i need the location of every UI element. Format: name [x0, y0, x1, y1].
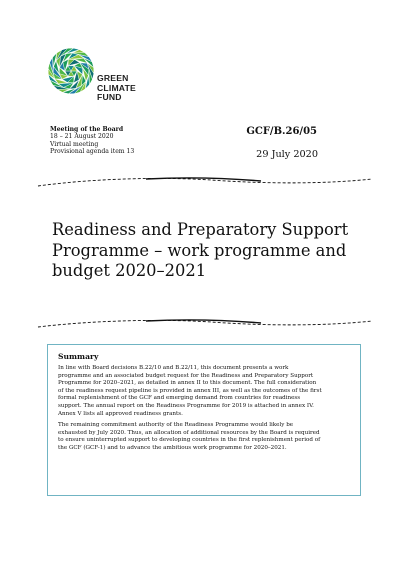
summary-paragraph-2	[58, 422, 350, 452]
summary-line: of the readiness request pipeline is provided in annex III, as well as the outcomes of the first	[58, 387, 322, 394]
globe-icon	[46, 46, 96, 96]
summary-line: exhausted by July 2020. Thus, an allocation of additional resources by the Board is required	[58, 429, 320, 436]
summary-line: Programme for 2020–2021, as detailed in annex II to this document. The full consideration	[58, 380, 317, 387]
decorative-wave-divider-bottom	[36, 317, 374, 331]
summary-heading: Summary	[58, 352, 99, 361]
logo-line-fund: FUND	[97, 92, 122, 103]
agenda-item: Provisional agenda item 13	[50, 148, 135, 156]
logo-line-green: GREEN	[97, 73, 129, 83]
meeting-name: Meeting of the Board	[50, 126, 124, 133]
summary-line: formal replenishment of the GCF and emerging demand from countries for readiness	[58, 395, 301, 402]
summary-line: The remaining commitment authority of the Readiness Programme would likely be	[58, 422, 294, 429]
summary-paragraph-1	[58, 365, 350, 418]
gcf-logo	[46, 46, 166, 118]
logo-line-climate: CLIMATE	[97, 82, 136, 93]
document-title	[52, 220, 372, 282]
summary-line: programme and an associated budget request for the Readiness and Preparatory Support	[58, 372, 314, 379]
title-line-3: budget 2020–2021	[52, 261, 207, 280]
summary-box	[47, 344, 361, 496]
decorative-wave-divider-top	[36, 175, 374, 189]
logo-wordmark	[97, 74, 136, 103]
document-date: 29 July 2020	[256, 149, 318, 160]
title-line-2: Programme – work programme and	[52, 240, 347, 260]
title-line-1: Readiness and Preparatory Support	[52, 220, 349, 239]
summary-line: In line with Board decisions B.22/10 and B.22/11, this document presents a work	[58, 365, 289, 371]
meeting-dates: 18 – 21 August 2020	[50, 133, 114, 141]
meeting-venue: Virtual meeting	[50, 140, 99, 148]
summary-line: Annex V lists all approved readiness grants.	[58, 410, 183, 417]
meeting-meta	[50, 126, 134, 156]
document-number: GCF/B.26/05	[246, 126, 317, 137]
summary-line: the GCF (GCF-1) and to advance the ambitious work programme for 2020–2021.	[58, 444, 287, 451]
summary-line: support. The annual report on the Readiness Programme for 2019 is attached in annex IV.	[58, 402, 314, 409]
summary-line: to ensure uninterrupted support to developing countries in the first replenishment period of	[58, 437, 321, 444]
